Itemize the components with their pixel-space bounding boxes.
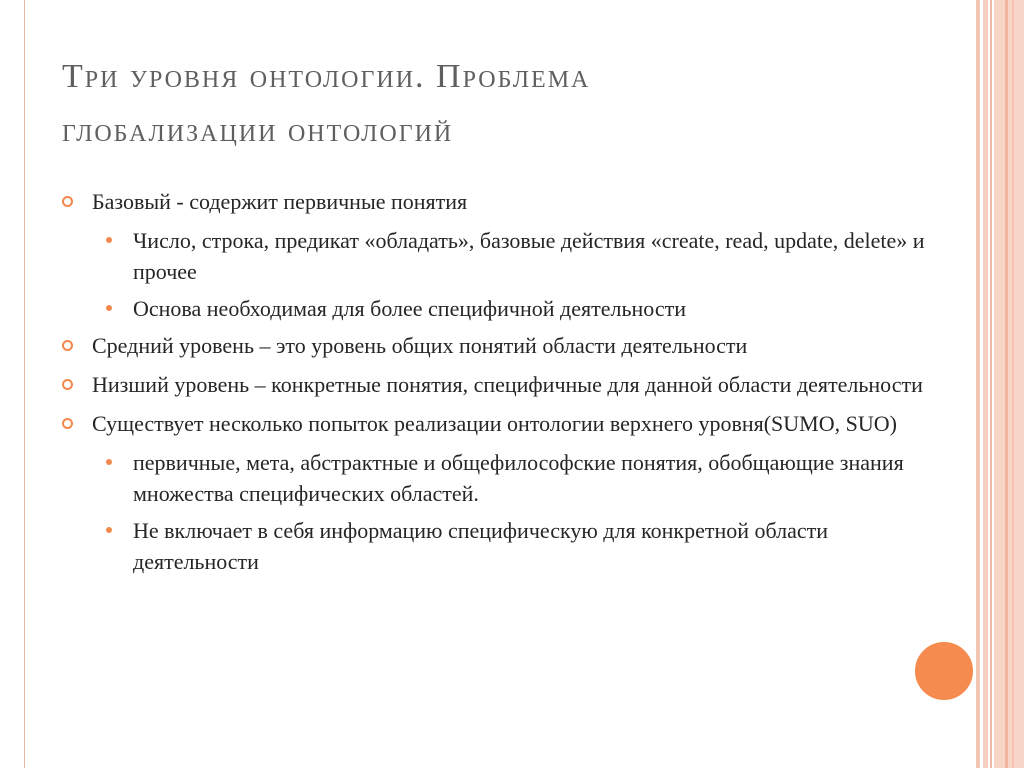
decor-stripe	[983, 0, 988, 768]
decor-stripe	[990, 0, 992, 768]
sub-list-item	[62, 515, 942, 577]
decor-circle	[913, 640, 975, 702]
decor-stripe	[976, 0, 980, 768]
dot-bullet-icon	[106, 237, 112, 243]
left-border-line	[24, 0, 25, 768]
sub-list-item-text: Число, строка, предикат «обладать», базовые действия «create, read, update, delete» и прочее	[133, 228, 925, 284]
list-item	[62, 369, 942, 400]
dot-bullet-icon	[106, 305, 112, 311]
slide-title-line-2: глобализации онтологий	[62, 112, 454, 149]
dot-bullet-icon	[106, 527, 112, 533]
sub-list-item-text: Не включает в себя информацию специфическую для конкретной области деятельности	[133, 518, 829, 574]
decor-stripe	[994, 0, 1024, 768]
slide-title	[62, 50, 942, 158]
decor-stripe	[1012, 0, 1014, 768]
list-item	[62, 330, 942, 361]
sub-list-item	[62, 447, 942, 509]
sub-list	[62, 225, 942, 324]
sub-list-item-text: первичные, мета, абстрактные и общефилософские понятия, обобщающие знания множества специфических областей.	[133, 450, 904, 506]
ring-bullet-icon	[62, 379, 73, 390]
sub-list-item	[62, 225, 942, 287]
ring-bullet-icon	[62, 418, 73, 429]
list-item-text: Средний уровень – это уровень общих понятий области деятельности	[92, 333, 748, 358]
ring-bullet-icon	[62, 340, 73, 351]
list-item	[62, 408, 942, 439]
sub-list	[62, 447, 942, 577]
slide-title-line-1: Три уровня онтологии. Проблема	[62, 58, 591, 95]
ring-bullet-icon	[62, 196, 73, 207]
decor-stripe	[1005, 0, 1008, 768]
list-item-text: Существует несколько попыток реализации онтологии верхнего уровня(SUMO, SUO)	[92, 411, 897, 436]
sub-list-item-text: Основа необходимая для более специфичной деятельности	[133, 296, 686, 321]
sub-list-item	[62, 293, 942, 324]
list-item-text: Низший уровень – конкретные понятия, специфичные для данной области деятельности	[92, 372, 923, 397]
bullet-list	[62, 186, 942, 583]
list-item-text: Базовый - содержит первичные понятия	[92, 189, 468, 214]
list-item	[62, 186, 942, 217]
dot-bullet-icon	[106, 459, 112, 465]
